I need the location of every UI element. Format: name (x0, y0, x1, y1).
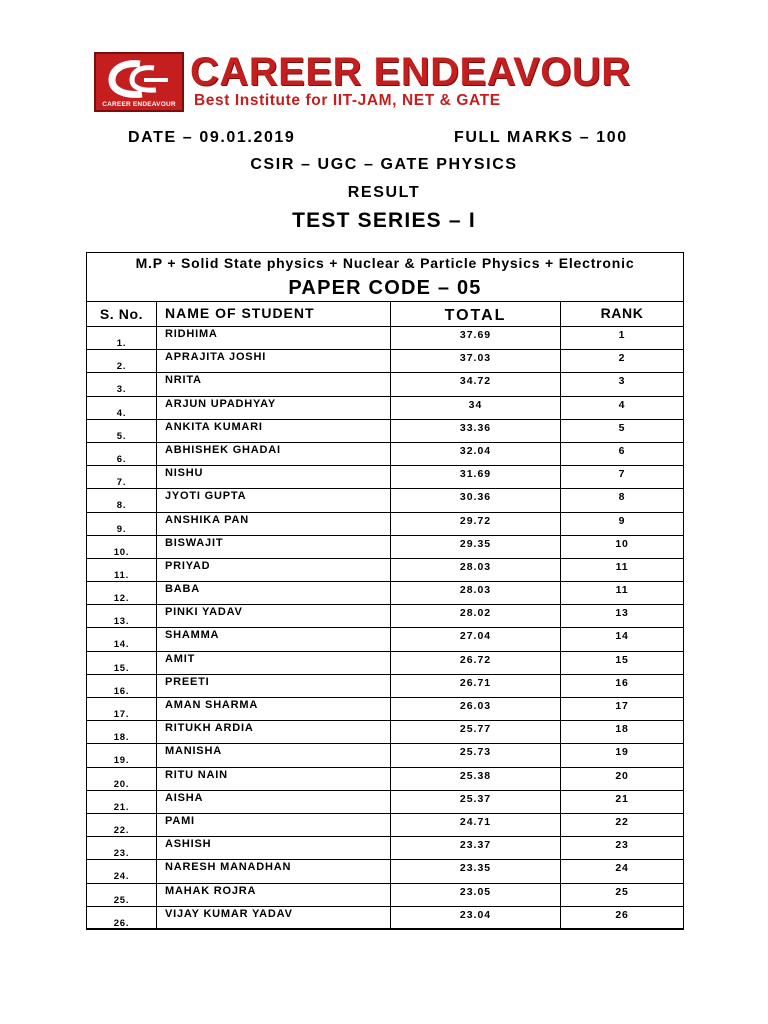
row-total-marks: 26.71 (390, 675, 560, 697)
row-rank: 22 (560, 814, 684, 836)
row-total-marks: 37.69 (390, 327, 560, 349)
row-rank: 4 (560, 397, 684, 419)
row-total-marks: 23.05 (390, 884, 560, 906)
row-student-name: AISHA (156, 791, 390, 813)
row-total-marks: 25.38 (390, 768, 560, 790)
row-rank: 25 (560, 884, 684, 906)
row-total-marks: 25.77 (390, 721, 560, 743)
row-rank: 14 (560, 628, 684, 650)
row-serial-number: 10. (86, 536, 156, 558)
row-serial-number: 8. (86, 489, 156, 511)
table-row (86, 604, 684, 627)
table-row (86, 790, 684, 813)
row-total-marks: 23.35 (390, 860, 560, 882)
row-student-name: RITU NAIN (156, 768, 390, 790)
table-row (86, 372, 684, 395)
row-student-name: RIDHIMA (156, 327, 390, 349)
logo-caption: CAREER ENDEAVOUR (102, 101, 176, 108)
brand-tagline: Best Institute for IIT-JAM, NET & GATE (194, 92, 501, 109)
row-total-marks: 26.03 (390, 698, 560, 720)
column-header-name: NAME OF STUDENT (156, 302, 390, 326)
column-header-rank: RANK (560, 302, 684, 326)
row-student-name: PINKI YADAV (156, 605, 390, 627)
table-row (86, 396, 684, 419)
row-serial-number: 16. (86, 675, 156, 697)
row-student-name: RITUKH ARDIA (156, 721, 390, 743)
row-serial-number: 17. (86, 698, 156, 720)
row-serial-number: 4. (86, 397, 156, 419)
row-total-marks: 26.72 (390, 652, 560, 674)
row-serial-number: 3. (86, 373, 156, 395)
row-serial-number: 5. (86, 420, 156, 442)
row-serial-number: 18. (86, 721, 156, 743)
row-total-marks: 34 (390, 397, 560, 419)
row-total-marks: 24.71 (390, 814, 560, 836)
row-serial-number: 2. (86, 350, 156, 372)
table-row (86, 720, 684, 743)
row-rank: 13 (560, 605, 684, 627)
row-student-name: MAHAK ROJRA (156, 884, 390, 906)
table-row (86, 836, 684, 859)
row-serial-number: 26. (86, 907, 156, 928)
column-header-total: TOTAL (390, 302, 560, 326)
row-rank: 9 (560, 513, 684, 535)
row-student-name: PREETI (156, 675, 390, 697)
row-total-marks: 23.37 (390, 837, 560, 859)
row-rank: 5 (560, 420, 684, 442)
table-row (86, 859, 684, 882)
row-rank: 1 (560, 327, 684, 349)
row-serial-number: 23. (86, 837, 156, 859)
test-series-title: TEST SERIES – I (292, 209, 476, 232)
row-student-name: NARESH MANADHAN (156, 860, 390, 882)
row-student-name: NISHU (156, 466, 390, 488)
table-row (86, 697, 684, 720)
row-student-name: AMAN SHARMA (156, 698, 390, 720)
row-rank: 23 (560, 837, 684, 859)
row-student-name: JYOTI GUPTA (156, 489, 390, 511)
results-grid (86, 301, 684, 929)
table-row (86, 512, 684, 535)
row-student-name: AMIT (156, 652, 390, 674)
table-row (86, 767, 684, 790)
row-student-name: ANKITA KUMARI (156, 420, 390, 442)
row-serial-number: 25. (86, 884, 156, 906)
row-total-marks: 37.03 (390, 350, 560, 372)
row-student-name: SHAMMA (156, 628, 390, 650)
row-serial-number: 7. (86, 466, 156, 488)
subjects-line: M.P + Solid State physics + Nuclear & Particle Physics + Electronic (135, 255, 635, 271)
row-rank: 21 (560, 791, 684, 813)
row-student-name: PAMI (156, 814, 390, 836)
paper-code: PAPER CODE – 05 (288, 277, 482, 299)
row-student-name: MANISHA (156, 744, 390, 766)
row-total-marks: 29.72 (390, 513, 560, 535)
row-total-marks: 28.03 (390, 582, 560, 604)
table-header-row (86, 301, 684, 326)
row-total-marks: 31.69 (390, 466, 560, 488)
table-row (86, 535, 684, 558)
exam-name: CSIR – UGC – GATE PHYSICS (250, 156, 518, 173)
row-student-name: NRITA (156, 373, 390, 395)
exam-date: DATE – 09.01.2019 (128, 129, 296, 146)
row-student-name: ANSHIKA PAN (156, 513, 390, 535)
row-serial-number: 11. (86, 559, 156, 581)
row-serial-number: 19. (86, 744, 156, 766)
row-rank: 24 (560, 860, 684, 882)
results-table (86, 252, 684, 930)
row-student-name: ARJUN UPADHYAY (156, 397, 390, 419)
table-row (86, 627, 684, 650)
table-row (86, 743, 684, 766)
row-total-marks: 29.35 (390, 536, 560, 558)
table-row (86, 349, 684, 372)
row-serial-number: 12. (86, 582, 156, 604)
row-rank: 3 (560, 373, 684, 395)
row-rank: 8 (560, 489, 684, 511)
row-serial-number: 24. (86, 860, 156, 882)
table-row (86, 906, 684, 929)
row-rank: 18 (560, 721, 684, 743)
row-student-name: BABA (156, 582, 390, 604)
table-row (86, 581, 684, 604)
table-row (86, 813, 684, 836)
row-total-marks: 27.04 (390, 628, 560, 650)
table-row (86, 488, 684, 511)
row-rank: 6 (560, 443, 684, 465)
row-student-name: ABHISHEK GHADAI (156, 443, 390, 465)
row-total-marks: 33.36 (390, 420, 560, 442)
row-total-marks: 25.73 (390, 744, 560, 766)
row-student-name: VIJAY KUMAR YADAV (156, 907, 390, 928)
row-student-name: ASHISH (156, 837, 390, 859)
row-student-name: BISWAJIT (156, 536, 390, 558)
table-row (86, 465, 684, 488)
table-row (86, 674, 684, 697)
row-serial-number: 21. (86, 791, 156, 813)
row-rank: 11 (560, 559, 684, 581)
row-total-marks: 34.72 (390, 373, 560, 395)
row-serial-number: 20. (86, 768, 156, 790)
institute-logo (94, 52, 184, 112)
row-serial-number: 22. (86, 814, 156, 836)
row-student-name: PRIYAD (156, 559, 390, 581)
row-student-name: APRAJITA JOSHI (156, 350, 390, 372)
row-rank: 10 (560, 536, 684, 558)
row-rank: 16 (560, 675, 684, 697)
row-rank: 17 (560, 698, 684, 720)
row-rank: 11 (560, 582, 684, 604)
row-serial-number: 6. (86, 443, 156, 465)
row-rank: 20 (560, 768, 684, 790)
row-total-marks: 25.37 (390, 791, 560, 813)
table-row (86, 326, 684, 349)
table-row (86, 558, 684, 581)
table-row (86, 419, 684, 442)
row-rank: 15 (560, 652, 684, 674)
full-marks: FULL MARKS – 100 (454, 129, 628, 146)
result-heading: RESULT (347, 184, 421, 201)
column-header-sno: S. No. (86, 302, 156, 326)
row-total-marks: 32.04 (390, 443, 560, 465)
table-row (86, 651, 684, 674)
table-row (86, 442, 684, 465)
row-total-marks: 23.04 (390, 907, 560, 928)
row-total-marks: 28.03 (390, 559, 560, 581)
row-rank: 2 (560, 350, 684, 372)
row-rank: 7 (560, 466, 684, 488)
row-serial-number: 14. (86, 628, 156, 650)
table-row (86, 883, 684, 906)
row-total-marks: 30.36 (390, 489, 560, 511)
row-rank: 26 (560, 907, 684, 928)
row-serial-number: 1. (86, 327, 156, 349)
row-serial-number: 9. (86, 513, 156, 535)
brand-name: CAREER ENDEAVOUR (190, 50, 631, 94)
row-total-marks: 28.02 (390, 605, 560, 627)
row-serial-number: 13. (86, 605, 156, 627)
row-serial-number: 15. (86, 652, 156, 674)
row-rank: 19 (560, 744, 684, 766)
